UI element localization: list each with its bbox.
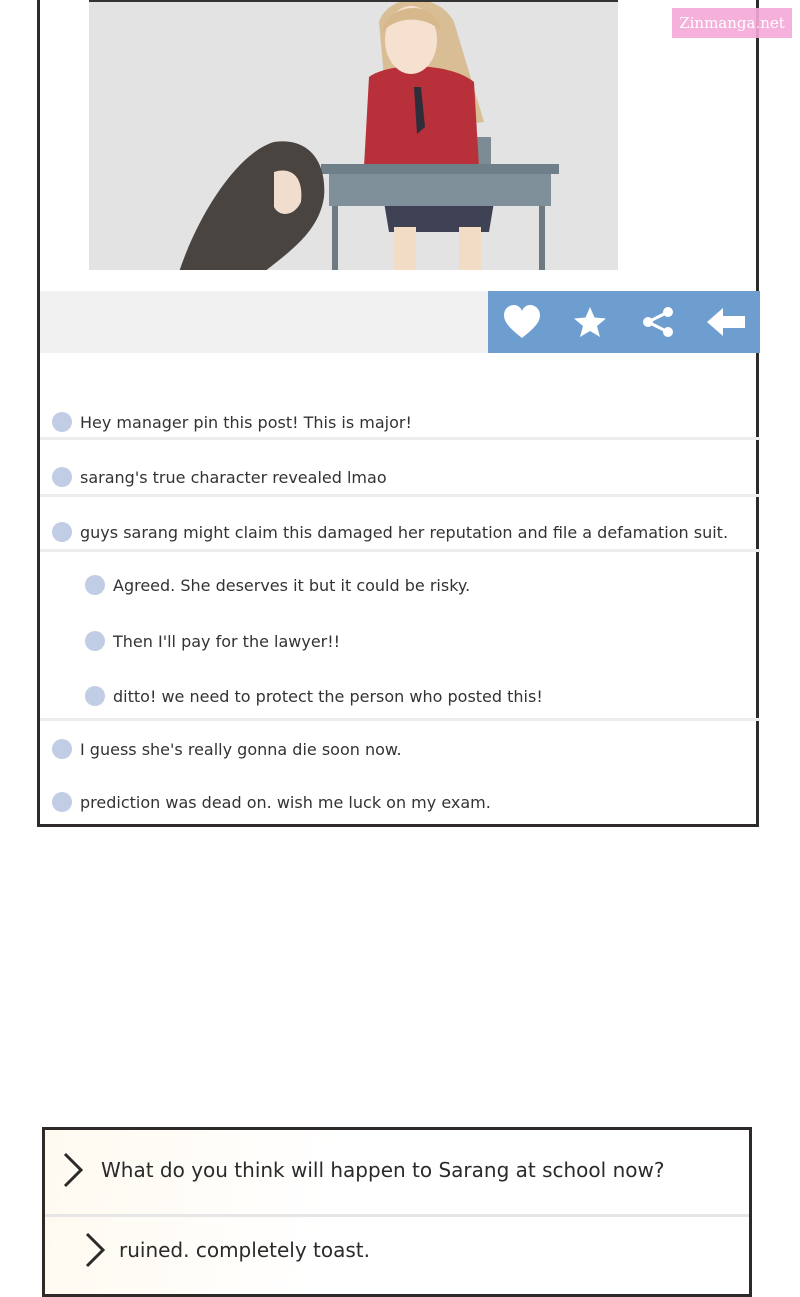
poll-card bbox=[42, 1127, 752, 1297]
comment-divider bbox=[40, 718, 760, 721]
comment-text: sarang's true character revealed lmao bbox=[80, 467, 387, 487]
action-bar bbox=[488, 291, 760, 353]
poll-answer: ruined. completely toast. bbox=[119, 1238, 370, 1262]
commenter-avatar bbox=[52, 792, 72, 812]
like-button[interactable] bbox=[500, 300, 544, 344]
arrow-left-icon bbox=[706, 307, 746, 337]
comic-panel-image bbox=[89, 0, 618, 270]
reply-text: Then I'll pay for the lawyer!! bbox=[113, 631, 341, 651]
commenter-avatar bbox=[52, 522, 72, 542]
commenter-avatar bbox=[52, 412, 72, 432]
poll-question: What do you think will happen to Sarang at school now? bbox=[101, 1158, 665, 1182]
comment-divider bbox=[40, 494, 760, 497]
share-button[interactable] bbox=[636, 300, 680, 344]
classroom-illustration bbox=[89, 2, 618, 270]
comment-text: Hey manager pin this post! This is major! bbox=[80, 412, 412, 432]
watermark-badge: Zinmanga.net bbox=[672, 8, 792, 38]
share-icon bbox=[641, 306, 675, 338]
comment-text: prediction was dead on. wish me luck on my exam. bbox=[80, 792, 491, 812]
commenter-avatar bbox=[52, 739, 72, 759]
comment-text: I guess she's really gonna die soon now. bbox=[80, 739, 402, 759]
comment-divider bbox=[40, 437, 760, 440]
comment-text: guys sarang might claim this damaged her reputation and file a defamation suit. bbox=[80, 522, 729, 542]
reply-text: ditto! we need to protect the person who posted this! bbox=[113, 686, 543, 706]
commenter-avatar bbox=[85, 575, 105, 595]
commenter-avatar bbox=[85, 686, 105, 706]
star-icon bbox=[573, 306, 607, 338]
chevron-right-icon bbox=[61, 1152, 87, 1188]
back-button[interactable] bbox=[704, 300, 748, 344]
favorite-button[interactable] bbox=[568, 300, 612, 344]
chevron-right-icon bbox=[83, 1232, 109, 1268]
comment-item bbox=[40, 776, 760, 828]
reply-item bbox=[40, 615, 760, 667]
reply-item bbox=[40, 670, 760, 722]
commenter-avatar bbox=[52, 467, 72, 487]
heart-icon bbox=[503, 305, 541, 339]
comment-item bbox=[40, 723, 760, 775]
reply-text: Agreed. She deserves it but it could be risky. bbox=[113, 575, 471, 595]
reply-item bbox=[40, 559, 760, 611]
comment-item bbox=[40, 396, 760, 448]
commenter-avatar bbox=[85, 631, 105, 651]
comment-divider bbox=[40, 549, 760, 552]
poll-divider bbox=[45, 1214, 749, 1217]
poll-question-row bbox=[45, 1152, 749, 1188]
poll-answer-option[interactable] bbox=[45, 1232, 749, 1268]
